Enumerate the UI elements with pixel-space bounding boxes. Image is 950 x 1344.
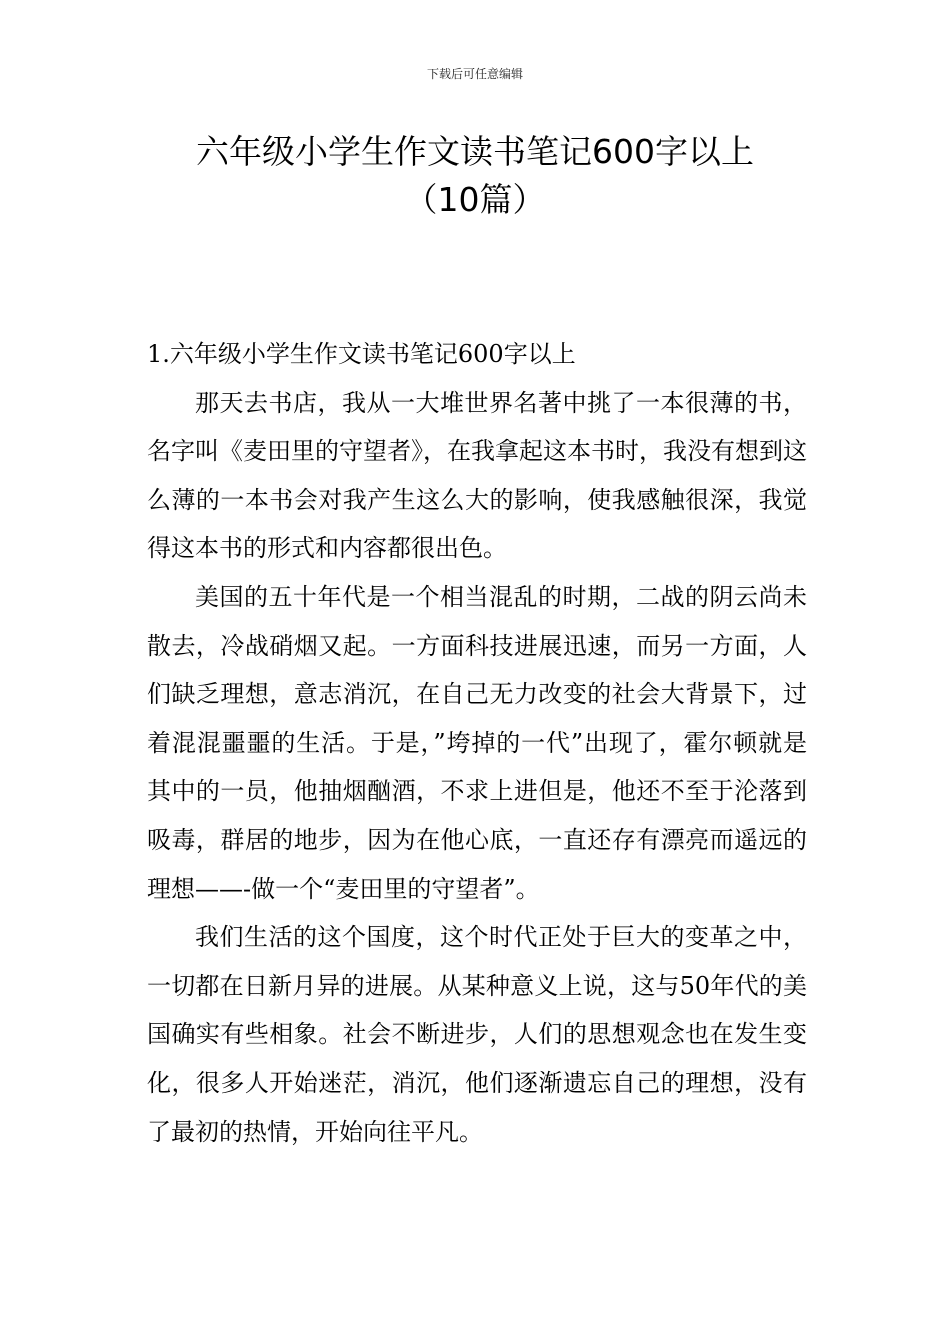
title-line-1: 六年级小学生作文读书笔记600字以上 [196,132,754,171]
document-body [147,330,807,1156]
document-title [120,128,830,224]
paragraph: 那天去书店，我从一大堆世界名著中挑了一本很薄的书，名字叫《麦田里的守望者》，在我拿起这本书时，我没有想到这么薄的一本书会对我产生这么大的影响，使我感触很深，我觉得这本书的形式和内容都很出色。 [147,388,807,563]
section-heading: 1.六年级小学生作文读书笔记600字以上 [147,340,576,368]
paragraph: 我们生活的这个国度，这个时代正处于巨大的变革之中，一切都在日新月异的进展。从某种意义上说，这与50年代的美国确实有些相象。社会不断进步，人们的思想观念也在发生变化，很多人开始迷茫，消沉，他们逐渐遗忘自己的理想，没有了最初的热情，开始向往平凡。 [147,923,807,1146]
header-note: 下载后可任意编辑 [426,67,523,81]
title-line-2: （10篇） [404,180,546,219]
paragraph: 美国的五十年代是一个相当混乱的时期，二战的阴云尚未散去，冷战硝烟又起。一方面科技进展迅速，而另一方面，人们缺乏理想，意志消沉，在自己无力改变的社会大背景下，过着混混噩噩的生活。于是，”垮掉的一代”出现了，霍尔顿就是其中的一员，他抽烟酗酒，不求上进但是，他还不至于沦落到吸毒，群居的地步，因为在他心底，一直还存有漂亮而遥远的理想——-做一个“麦田里的守望者”。 [147,582,807,903]
